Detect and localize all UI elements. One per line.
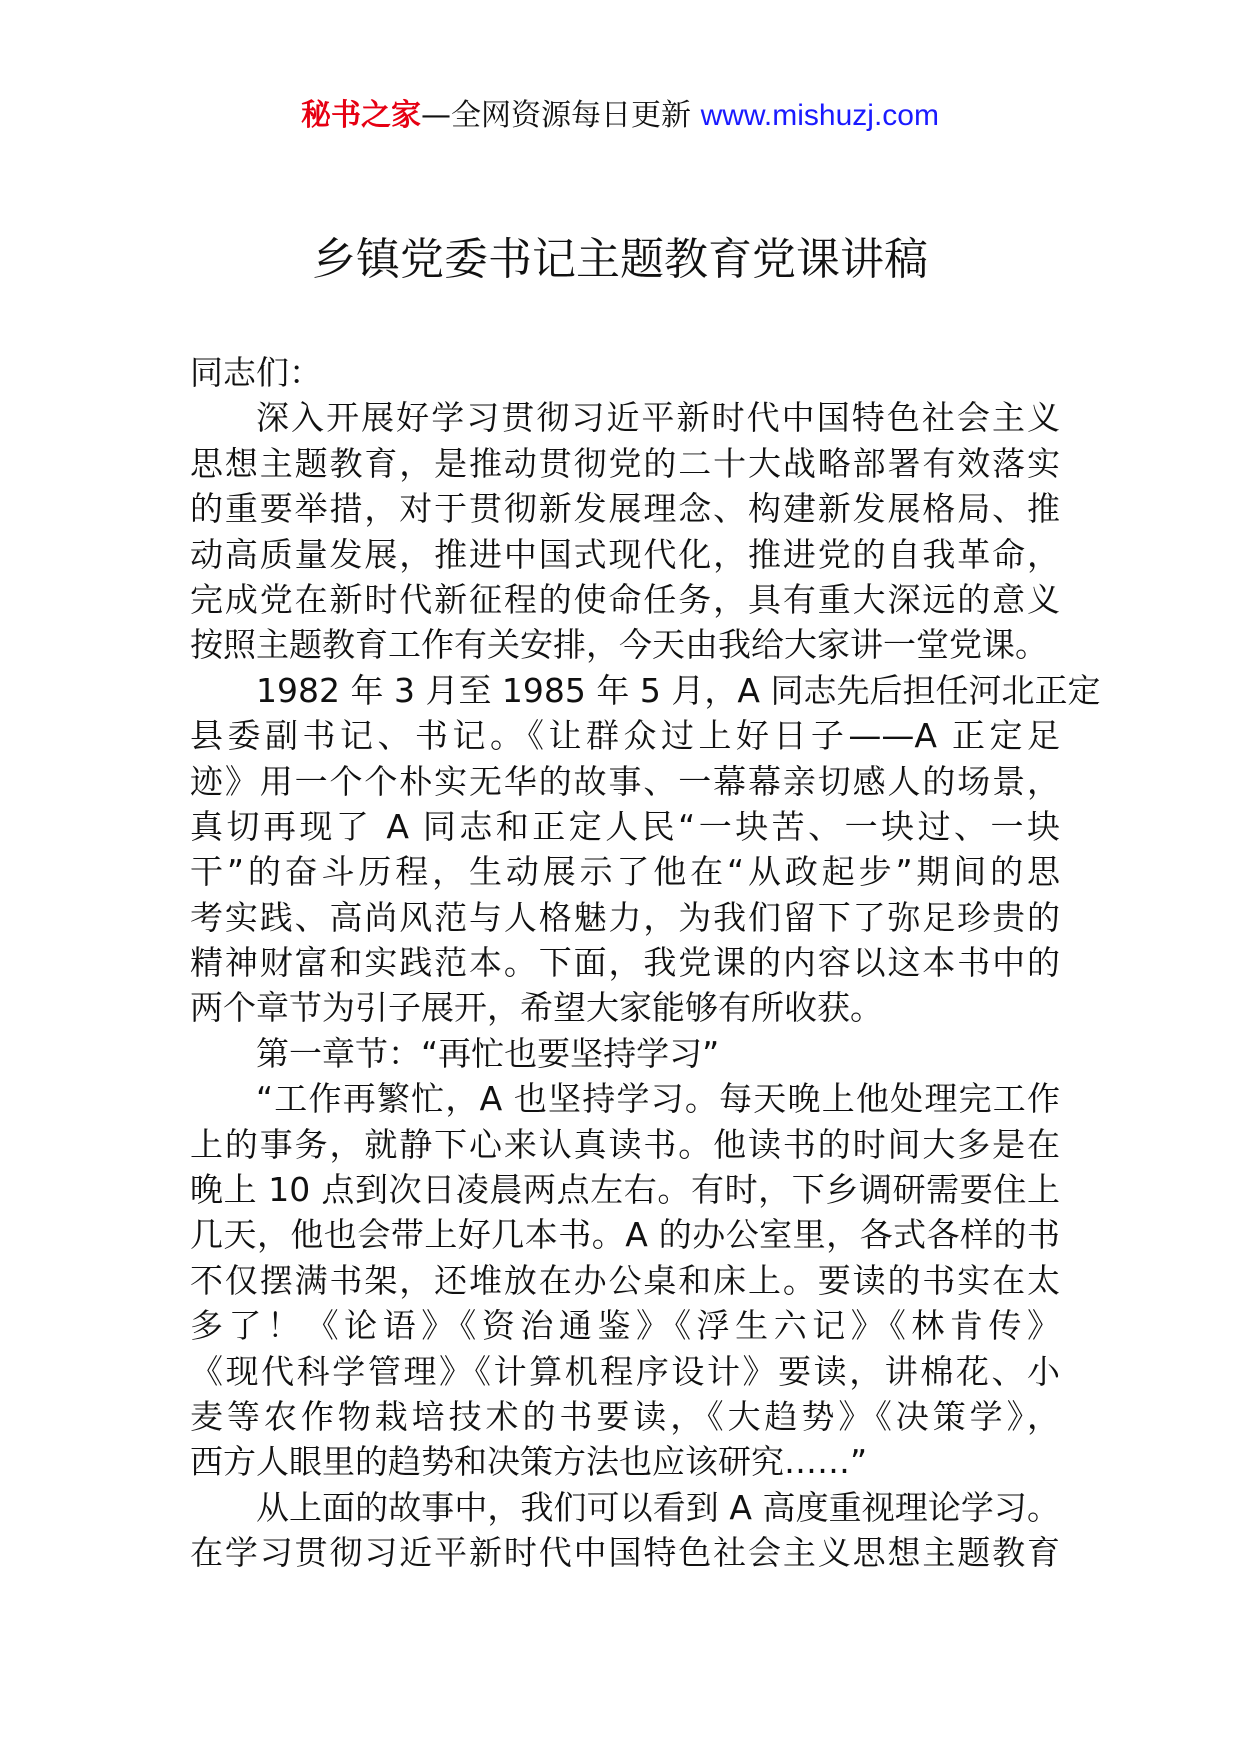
salutation: 同志们： (190, 353, 322, 392)
text-line: 的重要举措，对于贯彻新发展理念、构建新发展格局、推 (190, 489, 1060, 529)
text-line: 多了！《论语》《资治通鉴》《浮生六记》《林肯传》 (190, 1306, 1060, 1346)
text-line: 上的事务，就静下心来认真读书。他读书的时间大多是在 (190, 1124, 1060, 1164)
text-line: 真切再现了 A 同志和正定人民“一块苦、一块过、一块 (190, 806, 1060, 846)
text-line: 按照主题教育工作有关安排，今天由我给大家讲一堂党课。 (190, 625, 1048, 665)
document-title: 乡镇党委书记主题教育党课讲稿 (312, 234, 928, 285)
text-line: 不仅摆满书架，还堆放在办公桌和床上。要读的书实在太 (190, 1260, 1060, 1300)
text-line: 麦等农作物栽培技术的书要读，《大趋势》《决策学》， (190, 1396, 1060, 1436)
text-line: 西方人眼里的趋势和决策方法也应该研究……” (190, 1442, 868, 1482)
text-line: 深入开展好学习贯彻习近平新时代中国特色社会主义 (256, 398, 1060, 438)
text-line: 思想主题教育，是推动贯彻党的二十大战略部署有效落实 (190, 443, 1060, 483)
text-line: 县委副书记、书记。《让群众过上好日子——A 正定足 (190, 716, 1060, 756)
text-line: 1982 年 3 月至 1985 年 5 月，A 同志先后担任河北正定 (256, 670, 1101, 710)
text-line: 精神财富和实践范本。下面，我党课的内容以这本书中的 (190, 943, 1060, 983)
text-line: 迹》用一个个朴实无华的故事、一幕幕亲切感人的场景， (190, 761, 1060, 801)
text-line: 《现代科学管理》《计算机程序设计》要读，讲棉花、小 (190, 1351, 1060, 1391)
text-line: 几天，他也会带上好几本书。A 的办公室里，各式各样的书 (190, 1215, 1060, 1255)
text-line: 晚上 10 点到次日凌晨两点左右。有时，下乡调研需要住上 (190, 1170, 1060, 1210)
text-line: 考实践、高尚风范与人格魅力，为我们留下了弥足珍贵的 (190, 897, 1060, 937)
header-tagline: —全网资源每日更新 (421, 98, 701, 133)
document-body (190, 350, 1101, 1576)
text-line: 干”的奋斗历程，生动展示了他在“从政起步”期间的思 (190, 852, 1060, 892)
section-heading: 第一章节：“再忙也要坚持学习” (256, 1033, 720, 1073)
text-line: 动高质量发展，推进中国式现代化，推进党的自我革命， (190, 534, 1060, 574)
text-line: 从上面的故事中，我们可以看到 A 高度重视理论学习。 (256, 1487, 1060, 1527)
text-line: 完成党在新时代新征程的使命任务，具有重大深远的意义 (190, 579, 1060, 619)
text-line: “工作再繁忙，A 也坚持学习。每天晚上他处理完工作 (256, 1079, 1060, 1119)
text-line: 在学习贯彻习近平新时代中国特色社会主义思想主题教育 (190, 1533, 1060, 1573)
site-header (0, 96, 1240, 136)
brand-name: 秘书之家 (301, 98, 422, 133)
text-line: 两个章节为引子展开，希望大家能够有所收获。 (190, 988, 883, 1028)
website-link[interactable]: www.mishuzj.com (700, 99, 939, 132)
